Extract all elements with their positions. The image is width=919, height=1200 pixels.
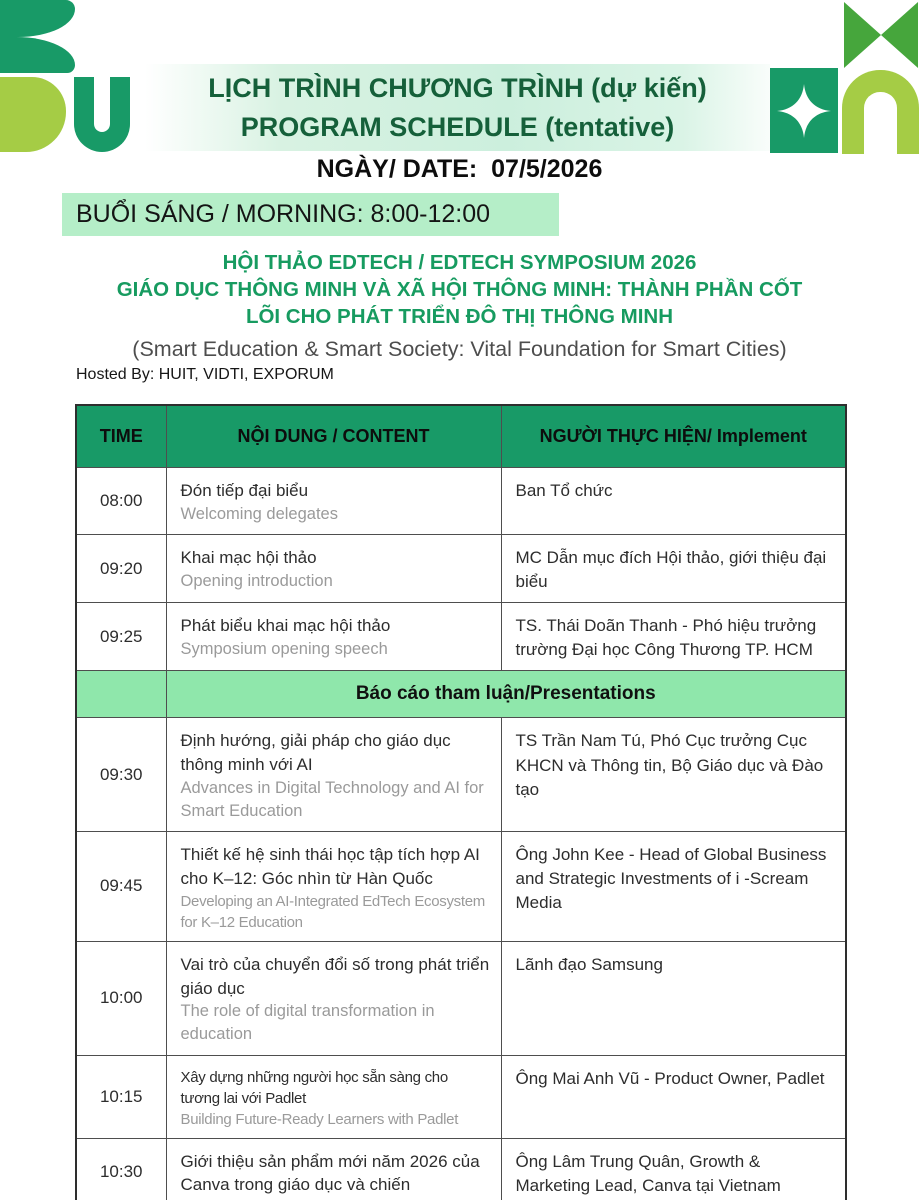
symposium-heading-line3: LÕI CHO PHÁT TRIỂN ĐÔ THỊ THÔNG MINH — [245, 305, 674, 329]
content-cell — [166, 1138, 501, 1200]
sparkle-star-icon — [770, 68, 838, 153]
content-cell — [166, 718, 501, 832]
table-row — [76, 1055, 846, 1138]
content-en: Welcoming delegates — [180, 504, 338, 523]
left-brand-logo — [0, 0, 132, 154]
content-cell — [166, 1055, 501, 1138]
time-cell: 10:15 — [76, 1055, 166, 1138]
content-en: Advances in Digital Technology and AI for Smart Education — [180, 778, 484, 821]
implement-cell: TS Trần Nam Tú, Phó Cục trưởng Cục KHCN và Thông tin, Bộ Giáo dục và Đào tạo — [501, 718, 846, 832]
table-header-row — [76, 405, 846, 468]
time-cell: 09:25 — [76, 603, 166, 671]
symposium-heading-block — [0, 249, 919, 362]
section-title: Báo cáo tham luận/Presentations — [166, 671, 846, 718]
content-cell — [166, 534, 501, 602]
table-row — [76, 603, 846, 671]
content-vi: Vai trò của chuyển đổi số trong phát triển giáo dục — [180, 954, 490, 998]
content-vi: Khai mạc hội thảo — [180, 547, 317, 567]
symposium-heading-line2: GIÁO DỤC THÔNG MINH VÀ XÃ HỘI THÔNG MINH: THÀNH PHẦN CỐT — [116, 278, 803, 302]
symposium-heading-line1: HỘI THẢO EDTECH / EDTECH SYMPOSIUM 2026 — [222, 251, 697, 274]
content-cell — [166, 941, 501, 1055]
content-cell — [166, 468, 501, 535]
d-pill-shape — [0, 77, 66, 152]
time-cell: 09:20 — [76, 534, 166, 602]
hosted-by-line: Hosted By: HUIT, VIDTI, EXPORUM — [76, 366, 334, 383]
column-header-time: TIME — [76, 405, 166, 468]
implement-cell: MC Dẫn mục đích Hội thảo, giới thiệu đại biểu — [501, 534, 846, 602]
content-en: Developing an AI-Integrated EdTech Ecosystem for K–12 Education — [180, 892, 485, 931]
time-cell: 09:45 — [76, 832, 166, 942]
implement-cell: Ông John Kee - Head of Global Business and Strategic Investments of i -Scream Media — [501, 832, 846, 942]
content-cell — [166, 603, 501, 671]
content-en: Symposium opening speech — [180, 639, 388, 658]
table-row — [76, 534, 846, 602]
implement-cell: Ban Tổ chức — [501, 468, 846, 535]
content-vi: Đón tiếp đại biểu — [180, 481, 309, 500]
triangle-left-icon — [844, 2, 881, 68]
section-row — [76, 671, 846, 718]
content-en: Opening introduction — [180, 571, 333, 590]
page-title-en: PROGRAM SCHEDULE (tentative) — [240, 111, 675, 142]
time-cell: 10:00 — [76, 941, 166, 1055]
content-en: The role of digital transformation in education — [180, 1002, 435, 1044]
table-row — [76, 941, 846, 1055]
table-row — [76, 718, 846, 832]
table-row — [76, 1138, 846, 1200]
b-leaf-bottom-shape — [0, 37, 75, 73]
content-vi: Thiết kế hệ sinh thái học tập tích hợp AI cho K–12: Góc nhìn từ Hàn Quốc — [180, 845, 480, 888]
schedule-table — [75, 404, 847, 1200]
content-vi: Giới thiệu sản phẩm mới năm 2026 của Canva trong giáo dục và chiến — [180, 1151, 480, 1195]
implement-cell: Ông Mai Anh Vũ - Product Owner, Padlet — [501, 1055, 846, 1138]
time-cell: 10:30 — [76, 1138, 166, 1200]
time-cell: 09:30 — [76, 718, 166, 832]
title-banner — [145, 64, 770, 151]
content-vi: Xây dựng những người học sẵn sàng cho tương lai với Padlet — [180, 1068, 448, 1107]
page-title-vi: LỊCH TRÌNH CHƯƠNG TRÌNH (dự kiến) — [208, 73, 707, 104]
content-vi: Định hướng, giải pháp cho giáo dục thông minh với AI — [180, 731, 451, 775]
table-row — [76, 468, 846, 535]
content-en: Building Future-Ready Learners with Padlet — [180, 1110, 459, 1128]
symposium-subtitle: (Smart Education & Smart Society: Vital Foundation for Smart Cities) — [132, 337, 787, 362]
date-line: NGÀY/ DATE: 07/5/2026 — [316, 155, 603, 183]
content-cell — [166, 832, 501, 942]
u-letter-shape — [74, 77, 130, 152]
right-brand-logo — [770, 0, 919, 154]
section-time-cell — [76, 671, 166, 718]
implement-cell: Ông Lâm Trung Quân, Growth & Marketing Lead, Canva tại Vietnam — [501, 1138, 846, 1200]
b-leaf-top-shape — [0, 0, 75, 37]
n-arch-shape — [842, 70, 919, 154]
implement-cell: TS. Thái Doãn Thanh - Phó hiệu trưởng trường Đại học Công Thương TP. HCM — [501, 603, 846, 671]
implement-cell: Lãnh đạo Samsung — [501, 941, 846, 1055]
x-bowtie-icon — [844, 2, 918, 68]
morning-session-banner: BUỔI SÁNG / MORNING: 8:00-12:00 — [62, 193, 559, 236]
column-header-implement: NGƯỜI THỰC HIỆN/ Implement — [501, 405, 846, 468]
table-row — [76, 832, 846, 942]
time-cell: 08:00 — [76, 468, 166, 535]
column-header-content: NỘI DUNG / CONTENT — [166, 405, 501, 468]
triangle-right-icon — [881, 2, 918, 68]
content-vi: Phát biểu khai mạc hội thảo — [180, 616, 391, 636]
